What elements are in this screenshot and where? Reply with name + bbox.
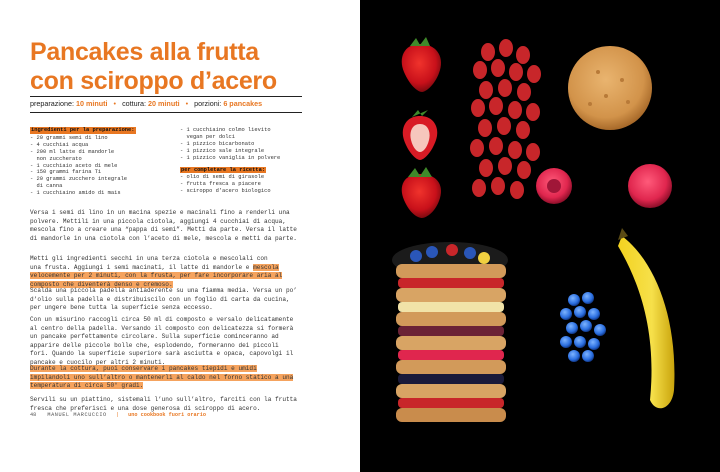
raspberry-left [536,168,572,204]
blueberries [560,292,606,362]
instruction-paragraph [30,209,302,243]
highlighted-text: impilandoli uno sull’altro o mantenerli al caldo nel forno statico a una [30,373,294,381]
ingredients-column-1 [30,127,170,197]
highlighted-text: temperatura di circa 50° gradi. [30,382,144,389]
ingredient-item: di canna [30,183,63,190]
portions-label: porzioni: [194,99,222,108]
meta-separator: • [185,99,189,108]
ingredient-item: - 20 grammi zucchero integrale [30,176,128,183]
page-number: 48 [30,412,37,418]
raspberry-right [628,164,672,208]
pancake-stack [392,242,508,422]
instruction-line: apparire delle piccole bolle che, esplodendo, formeranno dei piccoli [30,341,279,349]
instruction-line: per ungere bene tutta la superficie senza eccesso. [30,304,213,311]
instruction-line: pancake e cuocilo per altri 2 minuti. [30,358,166,366]
pancake [568,46,652,130]
highlighted-text: mescola [253,263,279,271]
ingredient-item: - 200 ml latte di mandorle [30,148,115,155]
cook-value: 20 minuti [148,99,180,108]
highlighted-text: velocemente per 2 minuti, con la frusta, per fare incorporare aria al [30,272,283,279]
ingredient-item: - 1 pizzico sale integrale [180,147,265,154]
instruction-line: al centro della padella. Versando il composto con delicatezza si formerà [30,324,294,332]
instruction-line: di mandorle in una ciotola con l’aceto di mele, mescola e metti da parte. [30,234,297,242]
ingredient-item: non zuccherato [30,155,82,162]
instruction-line: mescola fino a creare una “pappa di semi”. Metti da parte. Versa il latte [30,226,297,233]
instruction-line [30,374,302,383]
ingredient-item: - 20 grammi semi di lino [30,134,108,141]
ingredient-item: - 4 cucchiai acqua [30,141,89,148]
instruction-line [30,272,302,281]
instruction-line: polvere. Mettili in una piccola ciotola, aggiungi 4 cucchiai di acqua, [30,217,286,225]
ingredient-item: - 1 cucchiaino colmo lievito [180,127,271,133]
ingredient-item: - frutta fresca a piacere [180,181,261,188]
instruction-paragraph [30,255,302,289]
wild-strawberries [470,39,541,199]
food-photo [360,0,720,472]
ingredient-item: - 150 grammi farina Ti [30,169,102,176]
ingredient-item: - olio di semi di girasole [180,174,265,181]
ingredient-item: - 1 cucchiaio aceto di mele [30,162,118,169]
instruction-line: una frusta. Aggiungi i semi macinati, il latte di mandorle e mescola [30,263,279,271]
instruction-line: d’olio sulla padella e distribuiscilo con un foglio di carta da cucina, [30,295,290,303]
ingredients-column-2 [180,127,320,195]
strawberry-half [403,110,437,160]
footer-book-title: uno cookbook fuori orario [128,412,206,418]
highlighted-text: composto che diventerà denso e cremoso. [30,280,173,288]
ingredients-list-continued [180,127,320,162]
prep-value: 10 minuti [75,99,108,108]
page-footer [30,412,206,418]
instruction-paragraph [30,287,302,313]
highlighted-text: Durante la cottura, puoi conservare i pancakes tiepidi e umidi [30,365,257,372]
instruction-paragraph [30,365,302,391]
recipe-title [30,38,330,96]
cook-label: cottura: [122,99,147,108]
ingredient-item: - 1 cucchiaino amido di mais [30,190,121,197]
food-photo-illustration [360,0,720,472]
finishing-heading: per completare la ricetta: [181,166,266,173]
ingredient-item: - sciroppo d’acero biologico [180,188,271,195]
title-line-1: Pancakes alla frutta [30,38,259,66]
ingredient-item: - 1 pizzico bicarbonato [180,140,255,147]
prep-label: preparazione: [30,99,74,108]
instruction-line: Servili su un piattino, sistemali l’uno sull’altro, farciti con la frutta [30,396,297,403]
finishing-list [180,174,320,195]
recipe-meta-bar [30,96,302,113]
instruction-line [30,382,302,391]
ingredients-heading: ingredienti per la preparazione: [31,127,135,133]
title-line-2: con sciroppo d’acero [30,67,277,95]
ingredients-list [30,135,170,197]
instruction-line: fresca che preferisci e una dose generosa di sciroppo di acero. [30,404,261,412]
instruction-line: Con un misurino raccogli circa 50 ml di composto e versalo delicatamente [30,316,294,323]
footer-author: MANUEL MARCUCCIO [47,412,107,418]
strawberry-top [402,37,441,92]
instruction-line: un pancake perfettamente circolare. Sulla superficie cominceranno ad [30,333,279,340]
footer-separator: | [115,412,120,418]
instruction-line: Scalda una piccola padella antiaderente su una fiamma media. Versa un po’ [30,287,297,294]
ingredient-item: - 1 pizzico vaniglia in polvere [180,154,281,161]
instruction-line: fori. Quando la superficie superiore sarà asciutta e opaca, capovolgi il [30,350,294,357]
instruction-line: Versa i semi di lino in un macina spezie e macinali fino a renderli una [30,209,290,216]
strawberry-bottom [402,167,441,218]
meta-separator: • [113,99,117,108]
instruction-paragraph [30,396,302,413]
ingredient-item: vegan per dolci [180,133,235,140]
banana [618,228,674,408]
instruction-line [30,365,302,374]
instruction-paragraph [30,316,302,367]
portions-value: 6 pancakes [223,99,263,108]
instruction-line: Metti gli ingredienti secchi in una terza ciotola e mescolali con [30,255,268,262]
